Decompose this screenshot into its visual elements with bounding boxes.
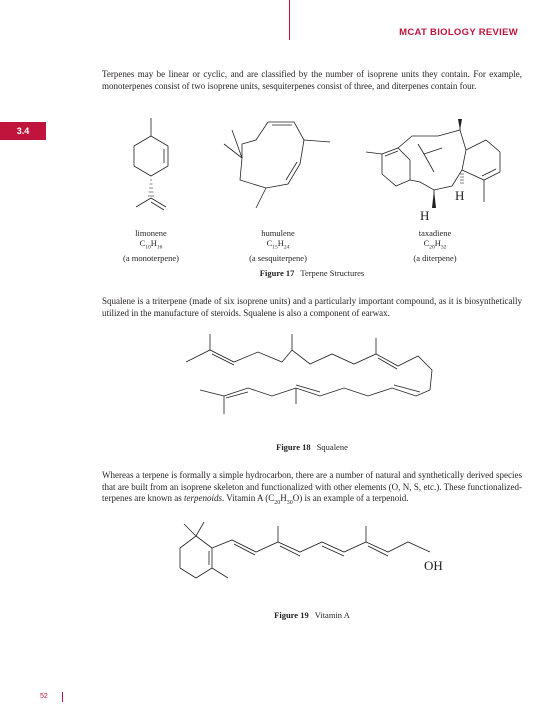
molecule-formula: $C_{10}H_{16}$ bbox=[139, 238, 163, 251]
paragraph-terpenes: Terpenes may be linear or cyclic, and are classified by the number of isoprene units they contain. For example, monoterpenes consist of two isoprene units, sesquiterpenes consist of three, and diterpenes contain four. bbox=[102, 69, 522, 91]
squalene-structure bbox=[180, 330, 456, 434]
molecule-class: (a diterpene) bbox=[413, 252, 457, 263]
humulene-structure bbox=[210, 118, 340, 224]
paragraph-squalene: Squalene is a triterpene (made of six isoprene units) and a particularly important compound, as it is biosynthetically utilized in the manufacture of steroids. Squalene is also a component of earwax. bbox=[102, 296, 522, 318]
figure-17-caption: Figure 17 Terpene Structures bbox=[259, 268, 365, 278]
figure-18-caption: Figure 18 Squalene bbox=[276, 442, 348, 452]
section-tab: 3.4 bbox=[0, 122, 46, 140]
taxadiene-h-atom: H bbox=[420, 208, 430, 223]
running-header: MCAT BIOLOGY REVIEW bbox=[399, 27, 518, 38]
vitamin-a-structure bbox=[160, 522, 460, 604]
limonene-structure bbox=[118, 112, 184, 224]
molecule-formula: $C_{20}H_{32}$ bbox=[423, 238, 447, 251]
header-rule bbox=[289, 0, 290, 40]
molecule-label-taxadiene bbox=[375, 228, 495, 263]
molecule-name: humulene bbox=[261, 228, 295, 238]
hydroxyl-label: OH bbox=[424, 558, 443, 573]
molecule-name: taxadiene bbox=[418, 228, 452, 238]
molecule-formula: $C_{15}H_{24}$ bbox=[266, 238, 290, 251]
molecule-class: (a sesquiterpene) bbox=[249, 252, 307, 263]
footer-rule bbox=[62, 692, 63, 702]
figure-19-caption: Figure 19 Vitamin A bbox=[274, 610, 350, 620]
page-number: 52 bbox=[40, 693, 48, 700]
taxadiene-h-atom: H bbox=[455, 188, 465, 203]
molecule-name: limonene bbox=[135, 228, 167, 238]
taxadiene-structure bbox=[362, 116, 512, 224]
molecule-label-humulene bbox=[218, 228, 338, 263]
molecule-class: (a monoterpene) bbox=[123, 252, 179, 263]
molecule-label-limonene bbox=[91, 228, 211, 263]
paragraph-terpenoids: Whereas a terpene is formally a simple hydrocarbon, there are a number of natural and synthetically derived species that are built from an isoprene skeleton and functionalized with other elements (O, N, S, etc.). These functionalized-terpenes are known as terpenoids. Vitamin A $(C_{20}H_{30}O)$ is an example of a terpenoid. bbox=[102, 470, 522, 506]
